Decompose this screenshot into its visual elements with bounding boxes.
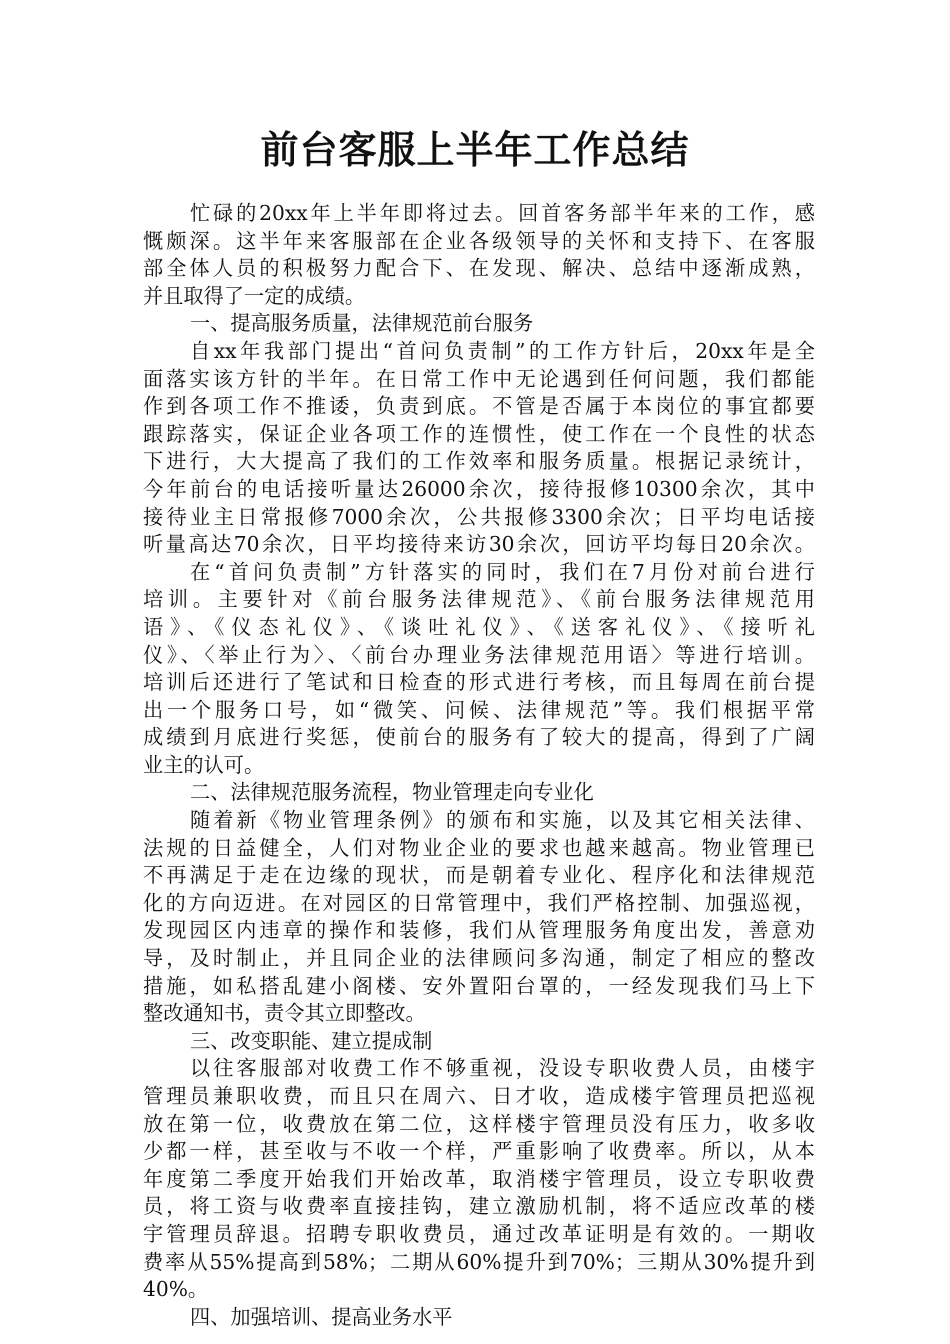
text-line: 部全体人员的积极努力配合下、在发现、解决、总结中逐渐成熟， (143, 256, 815, 281)
text-line: 慨颇深。这半年来客服部在企业各级领导的关怀和支持下、在客服 (143, 228, 815, 253)
text-line: 管理员兼职收费，而且只在周六、日才收，造成楼宇管理员把巡视 (143, 1084, 815, 1108)
text-line: 员，将工资与收费率直接挂钩，建立激励机制，将不适应改革的楼 (143, 1194, 815, 1219)
text-line: 仪》、〈举止行为〉、〈前台办理业务法律规范用语〉等进行培训。 (143, 642, 815, 667)
text-line: 培训后还进行了笔试和日检查的形式进行考核，而且每周在前台提 (143, 670, 815, 695)
text-line: 费率从55%提高到58%；二期从60%提升到70%；三期从30%提升到 (143, 1249, 815, 1274)
text-line: 并且取得了一定的成绩。 (143, 283, 366, 308)
text-line: 以往客服部对收费工作不够重视，没设专职收费人员，由楼宇 (190, 1056, 815, 1081)
text-line: 三、改变职能、建立提成制 (190, 1028, 433, 1053)
text-line: 年度第二季度开始我们开始改革，取消楼宇管理员，设立专职收费 (143, 1166, 815, 1191)
text-line: 听量高达70余次，日平均接待来访30余次，回访平均每日20余次。 (143, 532, 815, 557)
text-line: 忙碌的20xx年上半年即将过去。回首客务部半年来的工作，感 (190, 201, 815, 225)
text-line: 四、加强培训、提高业务水平 (190, 1304, 453, 1329)
text-line: 面落实该方针的半年。在日常工作中无论遇到任何问题，我们都能 (143, 366, 815, 391)
text-line: 在“首问负责制”方针落实的同时，我们在7月份对前台进行 (190, 559, 815, 584)
text-line: 语》、《仪态礼仪》、《谈吐礼仪》、《送客礼仪》、《接听礼 (143, 614, 815, 639)
text-line: 不再满足于走在边缘的现状，而是朝着专业化、程序化和法律规范 (143, 863, 815, 888)
text-line: 一、提高服务质量，法律规范前台服务 (190, 311, 534, 336)
text-line: 业主的认可。 (143, 752, 265, 777)
text-line: 今年前台的电话接听量达26000余次，接待报修10300余次，其中 (143, 476, 815, 501)
text-line: 导，及时制止，并且同企业的法律顾问多沟通，制定了相应的整改 (143, 946, 815, 971)
text-line: 宇管理员辞退。招聘专职收费员，通过改革证明是有效的。一期收 (143, 1221, 815, 1246)
text-line: 发现园区内违章的操作和装修，我们从管理服务角度出发，善意劝 (143, 918, 815, 943)
text-line: 跟踪落实，保证企业各项工作的连惯性，使工作在一个良性的状态 (143, 421, 815, 446)
text-line: 少都一样，甚至收与不收一个样，严重影响了收费率。所以，从本 (143, 1139, 815, 1164)
text-line: 化的方向迈进。在对园区的日常管理中，我们严格控制、加强巡视， (143, 890, 815, 915)
text-line: 接待业主日常报修7000余次，公共报修3300余次；日平均电话接 (143, 504, 815, 529)
document-body (143, 200, 815, 1331)
text-line: 随着新《物业管理条例》的颁布和实施，以及其它相关法律、 (190, 808, 815, 833)
text-line: 培训。主要针对《前台服务法律规范》、《前台服务法律规范用 (143, 587, 815, 612)
document-title: 前台客服上半年工作总结 (260, 128, 690, 172)
text-line: 作到各项工作不推诿，负责到底。不管是否属于本岗位的事宜都要 (143, 394, 815, 419)
text-line: 二、法律规范服务流程，物业管理走向专业化 (190, 780, 594, 805)
text-line: 成绩到月底进行奖惩，使前台的服务有了较大的提高，得到了广阔 (143, 725, 815, 750)
text-line: 措施，如私搭乱建小阁楼、安外置阳台罩的，一经发现我们马上下 (143, 973, 815, 998)
text-line: 整改通知书，责令其立即整改。 (143, 1001, 426, 1026)
text-line: 放在第一位，收费放在第二位，这样楼宇管理员没有压力，收多收 (143, 1111, 815, 1136)
text-line: 自xx年我部门提出“首问负责制”的工作方针后，20xx年是全 (190, 338, 815, 363)
text-line: 40%。 (143, 1277, 209, 1302)
text-line: 下进行，大大提高了我们的工作效率和服务质量。根据记录统计， (143, 449, 815, 474)
text-line: 法规的日益健全，人们对物业企业的要求也越来越高。物业管理已 (143, 835, 815, 860)
text-line: 出一个服务口号，如“微笑、问候、法律规范”等。我们根据平常 (143, 697, 815, 722)
